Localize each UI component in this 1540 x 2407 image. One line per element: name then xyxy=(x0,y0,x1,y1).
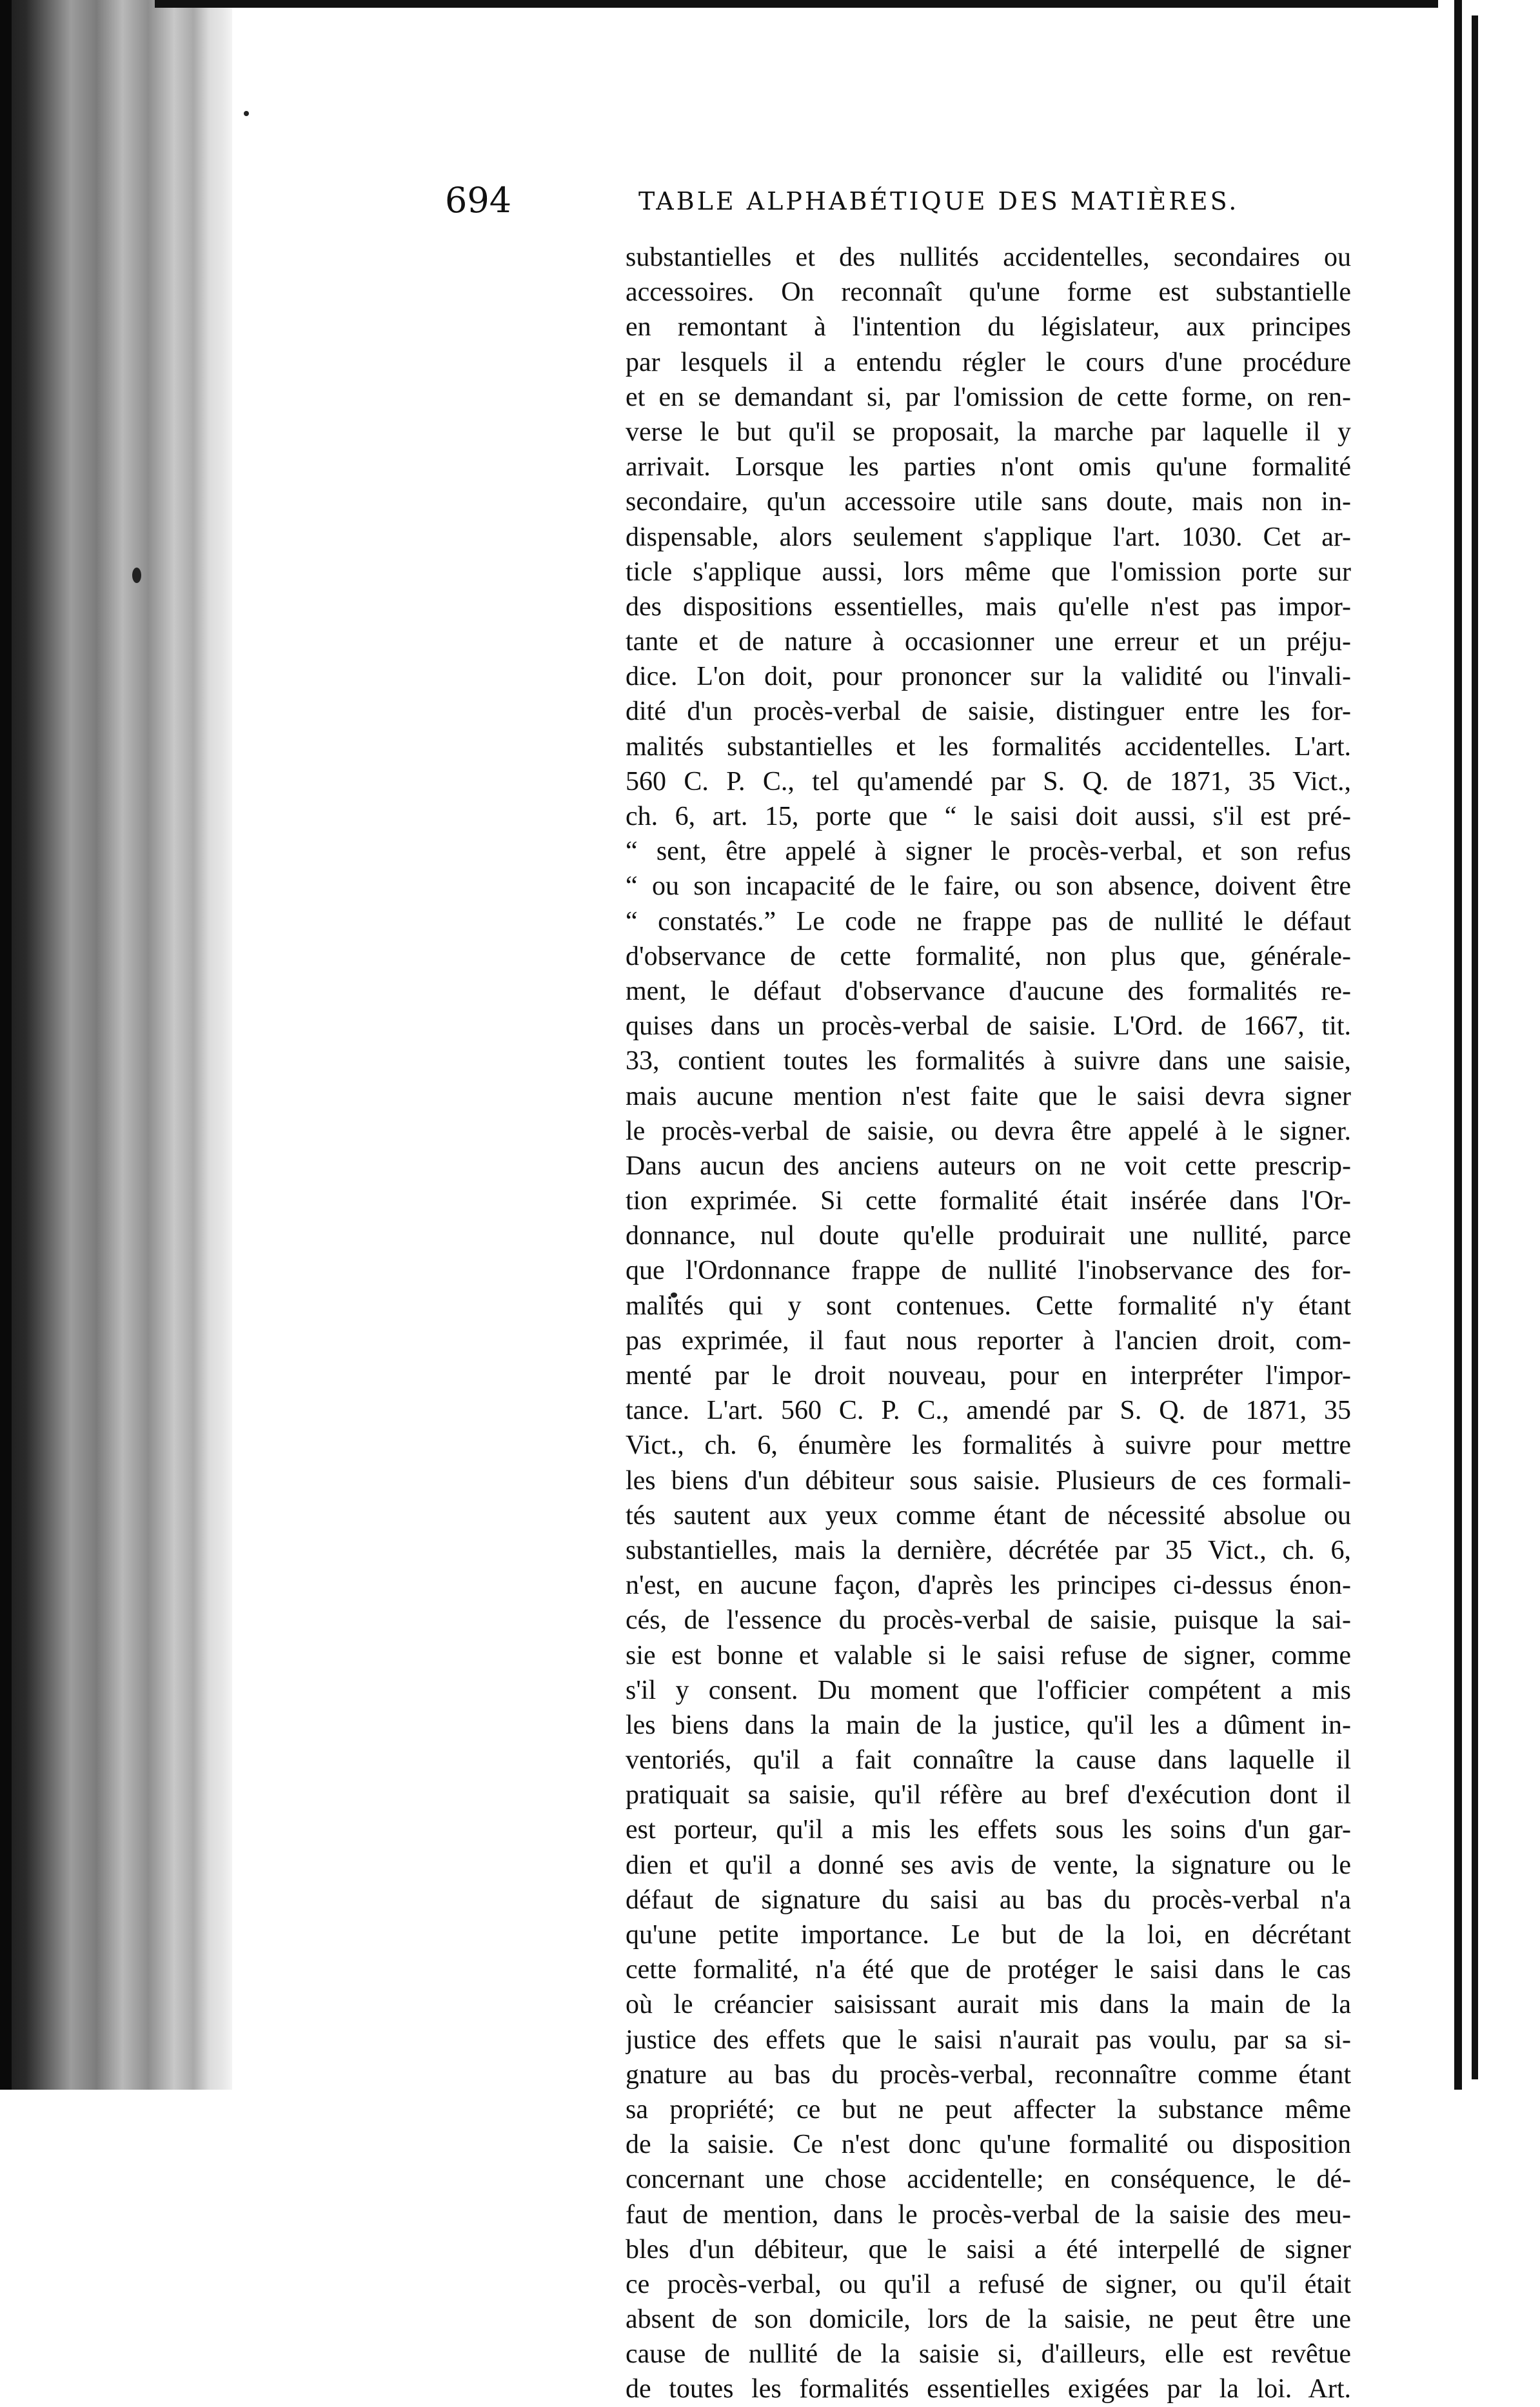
text-line: dispensable, alors seulement s'applique l'art. 1030. Cet ar- xyxy=(626,522,1351,552)
text-line: en remontant à l'intention du législateur, aux principes xyxy=(626,312,1351,342)
text-line: pas exprimée, il faut nous reporter à l'ancien droit, com- xyxy=(626,1325,1351,1356)
text-line: tés sautent aux yeux comme étant de nécessité absolue ou xyxy=(626,1500,1351,1530)
scan-right-frame xyxy=(1470,0,1540,2090)
text-line: justice des effets que le saisi n'aurait pas voulu, par sa si- xyxy=(626,2025,1351,2055)
scan-right-border xyxy=(1454,0,1462,2090)
text-line: quises dans un procès-verbal de saisie. L'Ord. de 1667, tit. xyxy=(626,1011,1351,1042)
text-line: Dans aucun des anciens auteurs on ne voit cette prescrip- xyxy=(626,1151,1351,1181)
text-line: donnance, nul doute qu'elle produirait une nullité, parce xyxy=(626,1221,1351,1251)
text-line: les biens d'un débiteur sous saisie. Plusieurs de ces formali- xyxy=(626,1465,1351,1496)
text-line: tance. L'art. 560 C. P. C., amendé par S. Q. de 1871, 35 xyxy=(626,1396,1351,1426)
text-line: substantielles et des nullités accidentelles, secondaires ou xyxy=(626,243,1351,272)
text-line: que l'Ordonnance frappe de nullité l'inobservance des for- xyxy=(626,1256,1351,1286)
text-line: cés, de l'essence du procès-verbal de saisie, puisque la sai- xyxy=(626,1605,1351,1636)
text-line: ventoriés, qu'il a fait connaître la cause dans laquelle il xyxy=(626,1745,1351,1776)
text-line: mais aucune mention n'est faite que le saisi devra signer xyxy=(626,1081,1351,1111)
text-line: malités qui y sont contenues. Cette formalité n'y étant xyxy=(626,1291,1351,1321)
scan-left-edge xyxy=(0,0,12,2090)
text-line: par lesquels il a entendu régler le cours d'une procédure xyxy=(626,347,1351,377)
text-line: 560 C. P. C., tel qu'amendé par S. Q. de 1871, 35 Vict., xyxy=(626,766,1351,797)
text-line: “ constatés.” Le code ne frappe pas de nullité le défaut xyxy=(626,906,1351,936)
text-line: cause de nullité de la saisie si, d'ailleurs, elle est revêtue xyxy=(626,2339,1351,2370)
text-line: les biens dans la main de la justice, qu'il les a dûment in- xyxy=(626,1710,1351,1740)
text-line: dien et qu'il a donné ses avis de vente, la signature ou le xyxy=(626,1850,1351,1880)
text-line: concernant une chose accidentelle; en conséquence, le dé- xyxy=(626,2164,1351,2195)
text-line: défaut de signature du saisi au bas du procès-verbal n'a xyxy=(626,1885,1351,1915)
scan-left-margin-shadow xyxy=(0,0,232,2090)
text-line: faut de mention, dans le procès-verbal de la saisie des meu- xyxy=(626,2199,1351,2230)
text-line: dité d'un procès-verbal de saisie, distinguer entre les for- xyxy=(626,697,1351,727)
text-line: dice. L'on doit, pour prononcer sur la validité ou l'invali- xyxy=(626,662,1351,692)
page-header xyxy=(445,178,1238,223)
scan-top-border xyxy=(155,0,1438,8)
text-line: est porteur, qu'il a mis les effets sous les soins d'un gar- xyxy=(626,1815,1351,1845)
scan-right-frame-line xyxy=(1472,15,1478,2079)
text-line: “ ou son incapacité de le faire, ou son absence, doivent être xyxy=(626,871,1351,902)
text-line: le procès-verbal de saisie, ou devra être appelé à le signer. xyxy=(626,1116,1351,1146)
text-line: gnature au bas du procès-verbal, reconnaître comme étant xyxy=(626,2059,1351,2090)
text-line: verse le but qu'il se proposait, la marche par laquelle il y xyxy=(626,417,1351,447)
text-line: 33, contient toutes les formalités à suivre dans une saisie, xyxy=(626,1046,1351,1076)
text-line: des dispositions essentielles, mais qu'elle n'est pas impor- xyxy=(626,591,1351,622)
text-line: ce procès-verbal, ou qu'il a refusé de signer, ou qu'il était xyxy=(626,2269,1351,2299)
text-line: ticle s'applique aussi, lors même que l'omission porte sur xyxy=(626,557,1351,587)
text-line: secondaire, qu'un accessoire utile sans doute, mais non in- xyxy=(626,487,1351,517)
text-line: qu'une petite importance. Le but de la loi, en décrétant xyxy=(626,1920,1351,1950)
text-line: d'observance de cette formalité, non plus que, générale- xyxy=(626,941,1351,971)
text-line: ch. 6, art. 15, porte que “ le saisi doit aussi, s'il est pré- xyxy=(626,802,1351,831)
scan-speck xyxy=(244,111,249,116)
text-line: ment, le défaut d'observance d'aucune des formalités re- xyxy=(626,976,1351,1006)
text-line: de la saisie. Ce n'est donc qu'une formalité ou disposition xyxy=(626,2130,1351,2160)
text-line: sa propriété; ce but ne peut affecter la substance même xyxy=(626,2094,1351,2125)
text-line: et en se demandant si, par l'omission de cette forme, on ren- xyxy=(626,382,1351,412)
text-line: s'il y consent. Du moment que l'officier compétent a mis xyxy=(626,1675,1351,1705)
text-line: bles d'un débiteur, que le saisi a été interpellé de signer xyxy=(626,2234,1351,2264)
text-line: n'est, en aucune façon, d'après les principes ci-dessus énon- xyxy=(626,1570,1351,1601)
page-number: 694 xyxy=(445,180,512,221)
text-line: pratiquait sa saisie, qu'il réfère au bref d'exécution dont il xyxy=(626,1780,1351,1810)
text-line: cette formalité, n'a été que de protéger le saisi dans le cas xyxy=(626,1955,1351,1985)
body-paragraph xyxy=(626,240,1351,2407)
text-line: substantielles, mais la dernière, décrétée par 35 Vict., ch. 6, xyxy=(626,1535,1351,1565)
text-line: Vict., ch. 6, énumère les formalités à suivre pour mettre xyxy=(626,1431,1351,1461)
text-line: menté par le droit nouveau, pour en interpréter l'impor- xyxy=(626,1361,1351,1391)
text-line: où le créancier saisissant aurait mis dans la main de la xyxy=(626,1990,1351,2020)
text-line: “ sent, être appelé à signer le procès-verbal, et son refus xyxy=(626,837,1351,867)
text-line: de toutes les formalités essentielles exigées par la loi. Art. xyxy=(626,2374,1351,2404)
text-line: tion exprimée. Si cette formalité était insérée dans l'Or- xyxy=(626,1186,1351,1216)
text-line: tante et de nature à occasionner une erreur et un préju- xyxy=(626,627,1351,657)
text-line: accessoires. On reconnaît qu'une forme est substantielle xyxy=(626,277,1351,308)
text-line: arrivait. Lorsque les parties n'ont omis qu'une formalité xyxy=(626,452,1351,482)
text-line: sie est bonne et valable si le saisi refuse de signer, comme xyxy=(626,1640,1351,1670)
running-title: TABLE ALPHABÉTIQUE DES MATIÈRES. xyxy=(638,187,1239,215)
text-line: absent de son domicile, lors de la saisie, ne peut être une xyxy=(626,2304,1351,2335)
scan-speck xyxy=(132,568,141,583)
text-line: malités substantielles et les formalités accidentelles. L'art. xyxy=(626,731,1351,762)
